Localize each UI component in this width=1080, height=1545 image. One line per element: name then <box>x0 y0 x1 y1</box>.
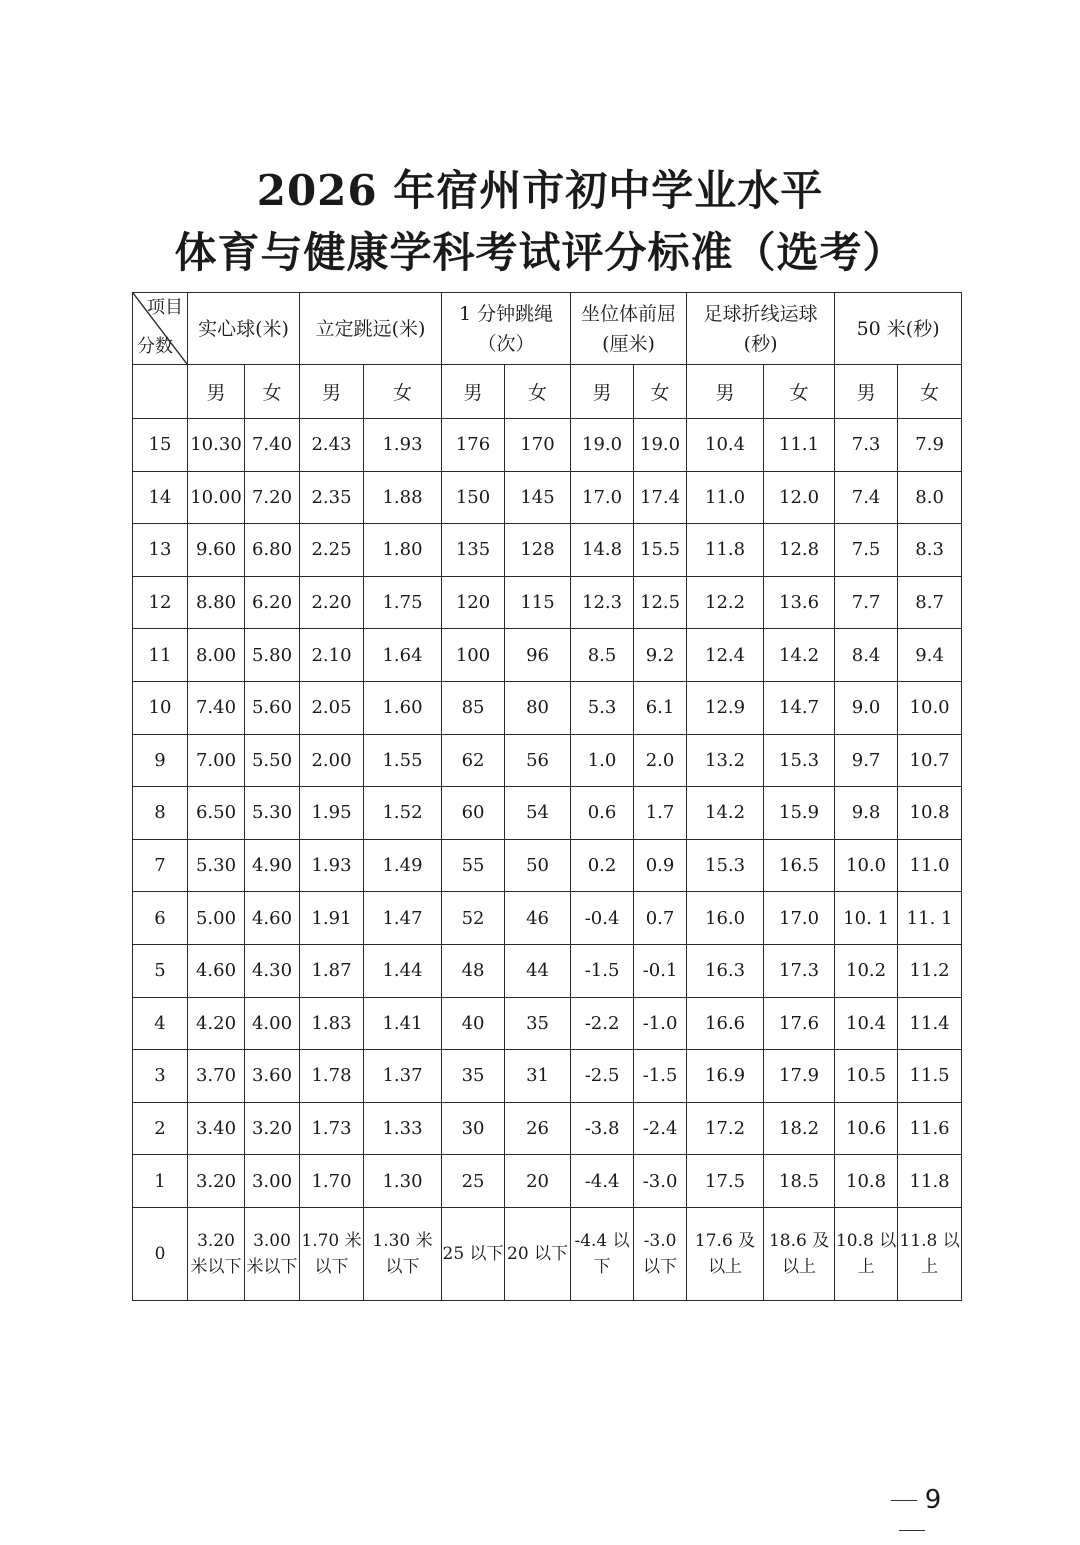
score-cell: 11 <box>133 629 188 682</box>
value-cell: 10.2 <box>835 944 898 997</box>
table-row <box>133 787 962 840</box>
value-cell: 10.5 <box>835 1050 898 1103</box>
value-cell: 17.3 <box>764 944 835 997</box>
value-cell: 100 <box>442 629 505 682</box>
value-cell: 17.2 <box>687 1102 764 1155</box>
value-cell: 17.6 及以上 <box>687 1207 764 1300</box>
value-cell: 1.91 <box>300 892 364 945</box>
table-row <box>133 576 962 629</box>
table-row <box>133 524 962 577</box>
value-cell: 11.0 <box>687 471 764 524</box>
value-cell: 11. 1 <box>898 892 962 945</box>
value-cell: 12.3 <box>571 576 634 629</box>
table-row <box>133 629 962 682</box>
value-cell: 1.49 <box>364 839 442 892</box>
header-row-gender <box>133 365 962 419</box>
value-cell: 1.55 <box>364 734 442 787</box>
value-cell: 10.8 以上 <box>835 1207 898 1300</box>
value-cell: 16.9 <box>687 1050 764 1103</box>
value-cell: 50 <box>505 839 571 892</box>
value-cell: 8.7 <box>898 576 962 629</box>
gender-header: 男 <box>571 365 634 419</box>
value-cell: 8.80 <box>188 576 245 629</box>
value-cell: 10.6 <box>835 1102 898 1155</box>
value-cell: 17.9 <box>764 1050 835 1103</box>
value-cell: 1.33 <box>364 1102 442 1155</box>
value-cell: 9.8 <box>835 787 898 840</box>
value-cell: 10.0 <box>835 839 898 892</box>
value-cell: 0.2 <box>571 839 634 892</box>
value-cell: 7.40 <box>245 419 300 472</box>
title-line-1: 2026 年宿州市初中学业水平 <box>256 166 824 215</box>
value-cell: 4.60 <box>188 944 245 997</box>
event-header: 50 米(秒) <box>835 293 962 365</box>
value-cell: 17.0 <box>764 892 835 945</box>
value-cell: 18.5 <box>764 1155 835 1208</box>
value-cell: 52 <box>442 892 505 945</box>
value-cell: 1.64 <box>364 629 442 682</box>
value-cell: 0.6 <box>571 787 634 840</box>
value-cell: 44 <box>505 944 571 997</box>
value-cell: 9.0 <box>835 681 898 734</box>
value-cell: 62 <box>442 734 505 787</box>
value-cell: 2.20 <box>300 576 364 629</box>
score-cell: 6 <box>133 892 188 945</box>
value-cell: -3.0 <box>634 1155 687 1208</box>
value-cell: 8.0 <box>898 471 962 524</box>
value-cell: 14.8 <box>571 524 634 577</box>
value-cell: 9.2 <box>634 629 687 682</box>
value-cell: 1.52 <box>364 787 442 840</box>
value-cell: 10.4 <box>687 419 764 472</box>
value-cell: 1.93 <box>300 839 364 892</box>
value-cell: 13.2 <box>687 734 764 787</box>
value-cell: 14.7 <box>764 681 835 734</box>
value-cell: 19.0 <box>571 419 634 472</box>
value-cell: 60 <box>442 787 505 840</box>
score-cell: 8 <box>133 787 188 840</box>
value-cell: 12.9 <box>687 681 764 734</box>
value-cell: 16.5 <box>764 839 835 892</box>
value-cell: 8.3 <box>898 524 962 577</box>
value-cell: 1.88 <box>364 471 442 524</box>
score-cell: 7 <box>133 839 188 892</box>
value-cell: 18.2 <box>764 1102 835 1155</box>
empty-score-header <box>133 365 188 419</box>
value-cell: 56 <box>505 734 571 787</box>
gender-header: 男 <box>835 365 898 419</box>
value-cell: 170 <box>505 419 571 472</box>
value-cell: 150 <box>442 471 505 524</box>
value-cell: 11.2 <box>898 944 962 997</box>
value-cell: 15.5 <box>634 524 687 577</box>
value-cell: -2.4 <box>634 1102 687 1155</box>
value-cell: 3.20 米以下 <box>188 1207 245 1300</box>
corner-label-events: 项目 <box>147 297 183 318</box>
event-header: 实心球(米) <box>188 293 300 365</box>
corner-cell <box>133 293 188 365</box>
score-cell: 14 <box>133 471 188 524</box>
table-row <box>133 944 962 997</box>
value-cell: 48 <box>442 944 505 997</box>
value-cell: 10.30 <box>188 419 245 472</box>
value-cell: 17.6 <box>764 997 835 1050</box>
value-cell: 1.7 <box>634 787 687 840</box>
value-cell: 7.7 <box>835 576 898 629</box>
value-cell: 12.8 <box>764 524 835 577</box>
score-cell: 9 <box>133 734 188 787</box>
value-cell: 4.00 <box>245 997 300 1050</box>
value-cell: 6.1 <box>634 681 687 734</box>
value-cell: 30 <box>442 1102 505 1155</box>
value-cell: 8.4 <box>835 629 898 682</box>
header-row-events <box>133 293 962 365</box>
table-row <box>133 681 962 734</box>
gender-header: 男 <box>687 365 764 419</box>
value-cell: 6.80 <box>245 524 300 577</box>
value-cell: 1.83 <box>300 997 364 1050</box>
gender-header: 女 <box>364 365 442 419</box>
value-cell: 128 <box>505 524 571 577</box>
value-cell: -1.0 <box>634 997 687 1050</box>
value-cell: 9.4 <box>898 629 962 682</box>
value-cell: 4.30 <box>245 944 300 997</box>
value-cell: 1.95 <box>300 787 364 840</box>
score-cell: 12 <box>133 576 188 629</box>
value-cell: 7.00 <box>188 734 245 787</box>
value-cell: 5.60 <box>245 681 300 734</box>
value-cell: 5.30 <box>188 839 245 892</box>
value-cell: 12.2 <box>687 576 764 629</box>
value-cell: 5.80 <box>245 629 300 682</box>
value-cell: -0.1 <box>634 944 687 997</box>
value-cell: 1.41 <box>364 997 442 1050</box>
event-header: 立定跳远(米) <box>300 293 442 365</box>
gender-header: 男 <box>300 365 364 419</box>
value-cell: 1.30 米以下 <box>364 1207 442 1300</box>
value-cell: 6.20 <box>245 576 300 629</box>
score-cell: 4 <box>133 997 188 1050</box>
value-cell: 5.00 <box>188 892 245 945</box>
event-header: 足球折线运球(秒) <box>687 293 835 365</box>
table-row <box>133 734 962 787</box>
document-title <box>0 160 1080 284</box>
value-cell: 6.50 <box>188 787 245 840</box>
value-cell: 16.3 <box>687 944 764 997</box>
value-cell: 115 <box>505 576 571 629</box>
value-cell: 11.1 <box>764 419 835 472</box>
value-cell: 3.20 <box>245 1102 300 1155</box>
value-cell: 12.5 <box>634 576 687 629</box>
value-cell: 1.37 <box>364 1050 442 1103</box>
value-cell: 10. 1 <box>835 892 898 945</box>
value-cell: 12.0 <box>764 471 835 524</box>
value-cell: 5.30 <box>245 787 300 840</box>
value-cell: 2.00 <box>300 734 364 787</box>
value-cell: 11.0 <box>898 839 962 892</box>
value-cell: 15.3 <box>764 734 835 787</box>
value-cell: 0.9 <box>634 839 687 892</box>
value-cell: 2.35 <box>300 471 364 524</box>
value-cell: 10.7 <box>898 734 962 787</box>
value-cell: 19.0 <box>634 419 687 472</box>
value-cell: 7.20 <box>245 471 300 524</box>
corner-label-score: 分数 <box>137 336 173 357</box>
score-cell: 3 <box>133 1050 188 1103</box>
value-cell: 1.80 <box>364 524 442 577</box>
value-cell: 11.8 <box>898 1155 962 1208</box>
value-cell: 1.70 米以下 <box>300 1207 364 1300</box>
value-cell: 7.5 <box>835 524 898 577</box>
value-cell: 1.30 <box>364 1155 442 1208</box>
value-cell: 120 <box>442 576 505 629</box>
value-cell: 4.90 <box>245 839 300 892</box>
value-cell: -2.5 <box>571 1050 634 1103</box>
value-cell: 15.9 <box>764 787 835 840</box>
value-cell: 10.8 <box>835 1155 898 1208</box>
value-cell: 2.0 <box>634 734 687 787</box>
gender-header: 女 <box>898 365 962 419</box>
value-cell: 35 <box>505 997 571 1050</box>
value-cell: 26 <box>505 1102 571 1155</box>
value-cell: 2.10 <box>300 629 364 682</box>
table-row <box>133 1050 962 1103</box>
value-cell: 11.6 <box>898 1102 962 1155</box>
value-cell: 12.4 <box>687 629 764 682</box>
gender-header: 女 <box>764 365 835 419</box>
score-cell: 10 <box>133 681 188 734</box>
value-cell: 46 <box>505 892 571 945</box>
gender-header: 女 <box>505 365 571 419</box>
value-cell: -4.4 <box>571 1155 634 1208</box>
value-cell: 8.00 <box>188 629 245 682</box>
value-cell: 7.4 <box>835 471 898 524</box>
value-cell: 25 <box>442 1155 505 1208</box>
value-cell: 4.60 <box>245 892 300 945</box>
value-cell: 145 <box>505 471 571 524</box>
value-cell: -3.0 以下 <box>634 1207 687 1300</box>
value-cell: -1.5 <box>571 944 634 997</box>
value-cell: 31 <box>505 1050 571 1103</box>
value-cell: -0.4 <box>571 892 634 945</box>
table-row <box>133 892 962 945</box>
value-cell: 11.8 以上 <box>898 1207 962 1300</box>
value-cell: 5.3 <box>571 681 634 734</box>
value-cell: 7.9 <box>898 419 962 472</box>
event-header: 坐位体前屈(厘米) <box>571 293 687 365</box>
value-cell: 3.70 <box>188 1050 245 1103</box>
value-cell: 3.00 米以下 <box>245 1207 300 1300</box>
value-cell: 10.0 <box>898 681 962 734</box>
page-number-text: 9 <box>924 1485 942 1515</box>
scoring-table <box>132 292 962 1301</box>
value-cell: -2.2 <box>571 997 634 1050</box>
value-cell: 17.4 <box>634 471 687 524</box>
value-cell: 10.8 <box>898 787 962 840</box>
value-cell: 9.60 <box>188 524 245 577</box>
score-cell: 13 <box>133 524 188 577</box>
table-row <box>133 1207 962 1300</box>
dash-left <box>891 1500 917 1501</box>
gender-header: 男 <box>442 365 505 419</box>
value-cell: 0.7 <box>634 892 687 945</box>
value-cell: 1.70 <box>300 1155 364 1208</box>
gender-header: 男 <box>188 365 245 419</box>
value-cell: -3.8 <box>571 1102 634 1155</box>
table-row <box>133 1155 962 1208</box>
value-cell: 11.5 <box>898 1050 962 1103</box>
gender-header: 女 <box>245 365 300 419</box>
value-cell: 7.40 <box>188 681 245 734</box>
value-cell: 10.00 <box>188 471 245 524</box>
score-cell: 5 <box>133 944 188 997</box>
value-cell: 80 <box>505 681 571 734</box>
value-cell: 11.8 <box>687 524 764 577</box>
value-cell: 16.0 <box>687 892 764 945</box>
value-cell: 1.78 <box>300 1050 364 1103</box>
value-cell: 3.20 <box>188 1155 245 1208</box>
table-row <box>133 1102 962 1155</box>
value-cell: 1.47 <box>364 892 442 945</box>
value-cell: 13.6 <box>764 576 835 629</box>
title-line-2: 体育与健康学科考试评分标准（选考） <box>174 228 906 277</box>
table-row <box>133 471 962 524</box>
value-cell: 96 <box>505 629 571 682</box>
value-cell: 1.87 <box>300 944 364 997</box>
value-cell: 16.6 <box>687 997 764 1050</box>
value-cell: 1.93 <box>364 419 442 472</box>
score-cell: 2 <box>133 1102 188 1155</box>
value-cell: -1.5 <box>634 1050 687 1103</box>
value-cell: 11.4 <box>898 997 962 1050</box>
value-cell: 8.5 <box>571 629 634 682</box>
value-cell: 20 <box>505 1155 571 1208</box>
value-cell: 10.4 <box>835 997 898 1050</box>
dash-right <box>899 1530 925 1531</box>
value-cell: 40 <box>442 997 505 1050</box>
value-cell: 1.60 <box>364 681 442 734</box>
value-cell: 1.0 <box>571 734 634 787</box>
score-cell: 1 <box>133 1155 188 1208</box>
value-cell: 2.43 <box>300 419 364 472</box>
value-cell: 25 以下 <box>442 1207 505 1300</box>
value-cell: 3.00 <box>245 1155 300 1208</box>
table-row <box>133 839 962 892</box>
value-cell: 1.44 <box>364 944 442 997</box>
value-cell: 7.3 <box>835 419 898 472</box>
value-cell: 1.75 <box>364 576 442 629</box>
value-cell: 135 <box>442 524 505 577</box>
value-cell: 85 <box>442 681 505 734</box>
value-cell: 2.25 <box>300 524 364 577</box>
value-cell: 176 <box>442 419 505 472</box>
value-cell: 1.73 <box>300 1102 364 1155</box>
value-cell: 5.50 <box>245 734 300 787</box>
value-cell: 4.20 <box>188 997 245 1050</box>
event-header: 1 分钟跳绳（次） <box>442 293 571 365</box>
value-cell: 17.5 <box>687 1155 764 1208</box>
value-cell: 14.2 <box>687 787 764 840</box>
value-cell: 14.2 <box>764 629 835 682</box>
table-row <box>133 419 962 472</box>
value-cell: 35 <box>442 1050 505 1103</box>
value-cell: 3.60 <box>245 1050 300 1103</box>
value-cell: 20 以下 <box>505 1207 571 1300</box>
value-cell: 3.40 <box>188 1102 245 1155</box>
value-cell: 17.0 <box>571 471 634 524</box>
score-cell: 15 <box>133 419 188 472</box>
table-row <box>133 997 962 1050</box>
value-cell: 18.6 及以上 <box>764 1207 835 1300</box>
value-cell: 2.05 <box>300 681 364 734</box>
value-cell: 55 <box>442 839 505 892</box>
gender-header: 女 <box>634 365 687 419</box>
value-cell: 9.7 <box>835 734 898 787</box>
page-number <box>862 1485 962 1545</box>
value-cell: -4.4 以下 <box>571 1207 634 1300</box>
value-cell: 15.3 <box>687 839 764 892</box>
value-cell: 54 <box>505 787 571 840</box>
score-cell: 0 <box>133 1207 188 1300</box>
